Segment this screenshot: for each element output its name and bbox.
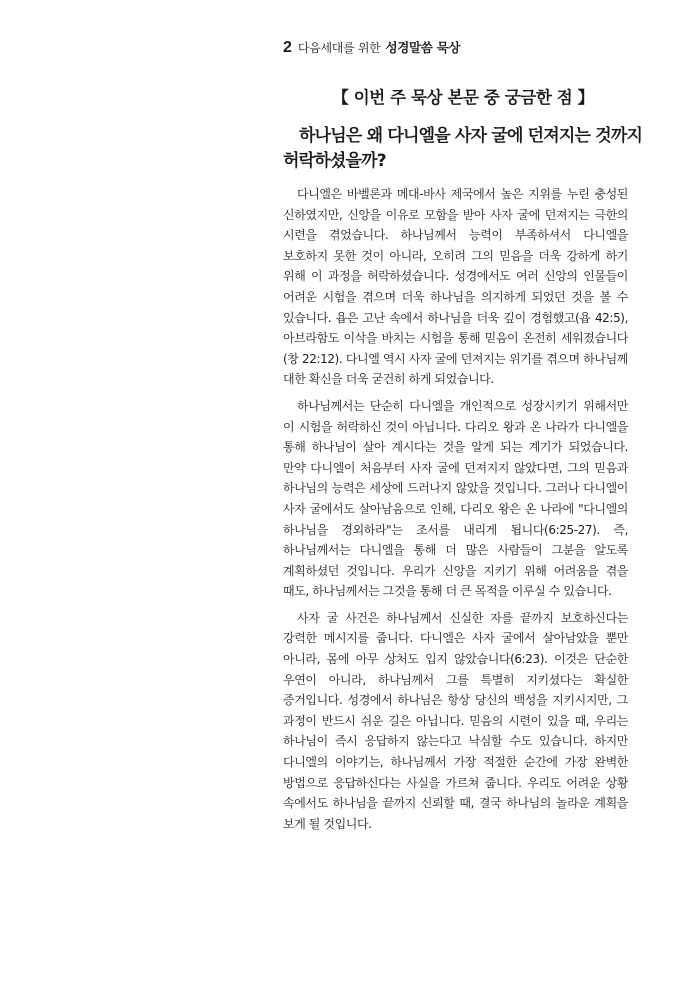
page-number: 2	[283, 39, 292, 56]
question-heading: 하나님은 왜 다니엘을 사자 굴에 던져지는 것까지 허락하셨을까?	[283, 126, 643, 171]
paragraph-1: 다니엘은 바벨론과 메대-바사 제국에서 높은 지위를 누린 충성된 신하였지만, 신앙을 이유로 모함을 받아 사자 굴에 던져지는 극한의 시련을 겪었습니다. 하나님께서 능력이 부족하셔서 다니엘을 보호하지 못한 것이 아니라, 오히려 그의 믿음을 더욱 강하게 하기 위해 이 과정을 허락하셨습니다. 성경에서도 여러 신앙의 인물들이 어려운 시험을 겪으며 더욱 하나님을 의지하게 되었던 것을 볼 수 있습니다. 욥은 고난 속에서 하나님을 더욱 깊이 경험했고(욥 42:5), 아브라함도 이삭을 바치는 시험을 통해 믿음이 온전히 세워졌습니다(창 22:12). 다니엘 역시 사자 굴에 던져지는 위기를 겪으며 하나님께 대한 확신을 더욱 굳건히 하게 되었습니다.	[283, 187, 628, 387]
book-title: 성경말씀 묵상	[385, 40, 461, 55]
paragraph-3: 사자 굴 사건은 하나님께서 신실한 자를 끝까지 보호하신다는 강력한 메시지를 줍니다. 다니엘은 사자 굴에서 살아남았을 뿐만 아니라, 몸에 아무 상처도 입지 않았습니다(6:23). 이것은 단순한 우연이 아니라, 하나님께서 그를 특별히 지키셨다는 확실한 증거입니다. 성경에서 하나님은 항상 당신의 백성을 지키시지만, 그 과정이 반드시 쉬운 길은 아닙니다. 믿음의 시련이 있을 때, 우리는 하나님이 즉시 응답하지 않는다고 낙심할 수도 있습니다. 하지만 다니엘의 이야기는, 하나님께서 가장 적절한 순간에 가장 완벽한 방법으로 응답하신다는 사실을 가르쳐 줍니다. 우리도 어려운 상황 속에서도 하나님을 끝까지 신뢰할 때, 결국 하나님의 놀라운 계획을 보게 될 것입니다.	[283, 610, 628, 831]
running-header	[283, 38, 460, 58]
paragraph-2: 하나님께서는 단순히 다니엘을 개인적으로 성장시키기 위해서만 이 시험을 허락하신 것이 아닙니다. 다리오 왕과 온 나라가 다니엘을 통해 하나님이 살아 계시다는 것을 알게 되는 계기가 되었습니다. 만약 다니엘이 처음부터 사자 굴에 던져지지 않았다면, 그의 믿음과 하나님의 능력은 세상에 드러나지 않았을 것입니다. 그러나 다니엘이 사자 굴에서도 살아남음으로 인해, 다리오 왕은 온 나라에 "다니엘의 하나님을 경외하라"는 조서를 내리게 됩니다(6:25-27). 즉, 하나님께서는 다니엘을 통해 더 많은 사람들이 그분을 알도록 계획하셨던 것입니다. 우리가 신앙을 지키기 위해 어려움을 겪을 때도, 하나님께서는 그것을 통해 더 큰 목적을 이루실 수 있습니다.	[283, 398, 628, 599]
article-body	[283, 184, 628, 840]
series-title: 다음세대를 위한	[297, 41, 381, 55]
section-title: 【 이번 주 묵상 본문 중 궁금한 점 】	[332, 88, 594, 107]
